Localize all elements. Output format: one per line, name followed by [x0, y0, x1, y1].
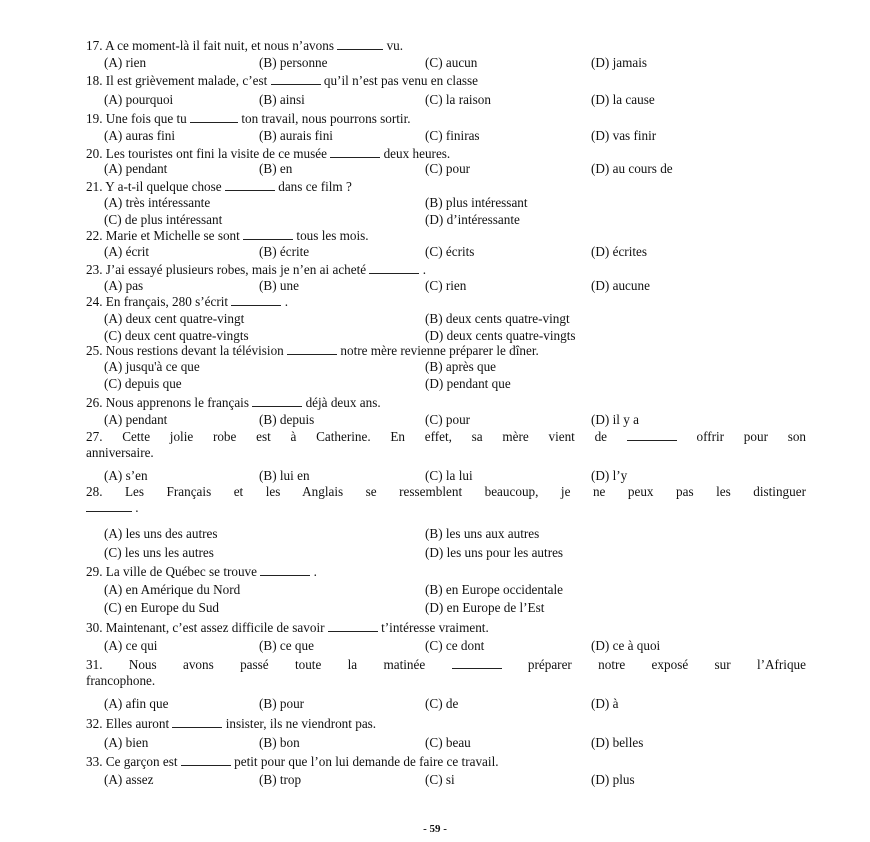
- stem-text: préparer notre exposé sur l’Afrique: [527, 657, 807, 672]
- options-row: [104, 638, 804, 654]
- answer-option[interactable]: (B) après que: [425, 359, 497, 374]
- answer-option[interactable]: (B) trop: [259, 772, 302, 787]
- question-stem: [86, 484, 806, 516]
- question-stem: [86, 395, 806, 411]
- answer-option[interactable]: (D) la cause: [591, 92, 655, 107]
- answer-option[interactable]: (D) plus: [591, 772, 635, 787]
- options-row: [104, 468, 804, 484]
- options-row: [104, 128, 804, 144]
- answer-option[interactable]: (C) de: [425, 696, 459, 711]
- stem-text: Y a-t-il quelque chose: [105, 179, 225, 194]
- stem-text: dans ce film ?: [278, 179, 352, 194]
- options-row: [104, 376, 804, 392]
- stem-text: ton travail, nous pourrons sortir.: [241, 111, 411, 126]
- stem-continuation: anniversaire.: [86, 445, 154, 460]
- answer-option[interactable]: (C) la raison: [425, 92, 491, 107]
- options-row: [104, 244, 804, 260]
- question-stem: [86, 754, 806, 770]
- options-row: [104, 92, 804, 108]
- answer-option[interactable]: (A) en Amérique du Nord: [104, 582, 241, 597]
- answer-option[interactable]: (A) pourquoi: [104, 92, 174, 107]
- question-stem: [86, 111, 806, 127]
- stem-text: En français, 280 s’écrit: [105, 294, 232, 309]
- answer-blank: [627, 429, 677, 441]
- question-stem: [86, 657, 806, 689]
- options-row: [104, 735, 804, 751]
- answer-option[interactable]: (B) depuis: [259, 412, 315, 427]
- answer-blank: [231, 294, 281, 306]
- answer-blank: [172, 716, 222, 728]
- answer-option[interactable]: (A) pendant: [104, 161, 168, 176]
- stem-text: Cette jolie robe est à Catherine. En effet, sa mère vient de: [122, 429, 627, 444]
- answer-blank: [330, 146, 380, 158]
- stem-text: Une fois que tu: [105, 111, 191, 126]
- answer-option[interactable]: (D) en Europe de l’Est: [425, 600, 545, 615]
- answer-option[interactable]: (A) écrit: [104, 244, 150, 259]
- question-number: 32.: [86, 716, 106, 731]
- options-row: [104, 526, 804, 542]
- options-row: [104, 696, 804, 712]
- stem-text: tous les mois.: [296, 228, 369, 243]
- answer-option[interactable]: (D) les uns pour les autres: [425, 545, 564, 560]
- answer-option[interactable]: (B) lui en: [259, 468, 310, 483]
- answer-option[interactable]: (C) si: [425, 772, 455, 787]
- answer-option[interactable]: (A) assez: [104, 772, 154, 787]
- answer-blank: [225, 179, 275, 191]
- stem-text: notre mère revienne préparer le dîner.: [340, 343, 539, 358]
- question-number: 22.: [86, 228, 106, 243]
- answer-blank: [190, 111, 238, 123]
- answer-option[interactable]: (A) deux cent quatre-vingt: [104, 311, 245, 326]
- options-row: [104, 311, 804, 327]
- answer-option[interactable]: (D) belles: [591, 735, 644, 750]
- options-row: [104, 278, 804, 294]
- stem-text: .: [313, 564, 317, 579]
- answer-option[interactable]: (B) en: [259, 161, 293, 176]
- question-stem: [86, 262, 806, 278]
- question-number: 20.: [86, 146, 106, 161]
- options-row: [104, 359, 804, 375]
- options-row: [104, 772, 804, 788]
- answer-blank: [337, 38, 383, 50]
- answer-blank: [252, 395, 302, 407]
- answer-option[interactable]: (C) rien: [425, 278, 467, 293]
- answer-option[interactable]: (D) à: [591, 696, 619, 711]
- question-number: 24.: [86, 294, 106, 309]
- stem-text: déjà deux ans.: [305, 395, 381, 410]
- answer-option[interactable]: (D) pendant que: [425, 376, 511, 391]
- answer-option[interactable]: (A) très intéressante: [104, 195, 211, 210]
- question-number: 25.: [86, 343, 106, 358]
- answer-option[interactable]: (A) auras fini: [104, 128, 176, 143]
- answer-option[interactable]: (B) personne: [259, 55, 328, 70]
- answer-option[interactable]: (C) beau: [425, 735, 471, 750]
- stem-text: J’ai essayé plusieurs robes, mais je n’en ai acheté: [105, 262, 370, 277]
- options-row: [104, 545, 804, 561]
- stem-text: Maintenant, c’est assez difficile de savoir: [105, 620, 328, 635]
- question-stem: [86, 146, 806, 162]
- answer-option[interactable]: (A) pendant: [104, 412, 168, 427]
- answer-blank: [271, 73, 321, 85]
- answer-option[interactable]: (C) pour: [425, 412, 471, 427]
- answer-option[interactable]: (B) pour: [259, 696, 305, 711]
- stem-text: A ce moment-là il fait nuit, et nous n’avons: [105, 38, 338, 53]
- stem-text: Les touristes ont fini la visite de ce musée: [105, 146, 331, 161]
- answer-option[interactable]: (C) deux cent quatre-vingts: [104, 328, 249, 343]
- options-row: [104, 212, 804, 228]
- stem-text: insister, ils ne viendront pas.: [225, 716, 377, 731]
- stem-text: deux heures.: [383, 146, 451, 161]
- question-stem: [86, 294, 806, 310]
- answer-blank: [369, 262, 419, 274]
- answer-blank: [452, 657, 502, 669]
- stem-text: Nous restions devant la télévision: [105, 343, 288, 358]
- stem-text: Ce garçon est: [105, 754, 181, 769]
- answer-blank: [287, 343, 337, 355]
- answer-option[interactable]: (D) il y a: [591, 412, 639, 427]
- question-stem: [86, 343, 806, 359]
- answer-option[interactable]: (B) les uns aux autres: [425, 526, 540, 541]
- answer-option[interactable]: (C) de plus intéressant: [104, 212, 223, 227]
- answer-option[interactable]: (A) s’en: [104, 468, 148, 483]
- answer-blank: [328, 620, 378, 632]
- answer-option[interactable]: (B) une: [259, 278, 299, 293]
- answer-option[interactable]: (C) les uns les autres: [104, 545, 214, 560]
- question-stem: [86, 716, 806, 732]
- answer-option[interactable]: (D) d’intéressante: [425, 212, 520, 227]
- stem-text: .: [132, 500, 139, 515]
- answer-option[interactable]: (D) l’y: [591, 468, 628, 483]
- stem-text: Marie et Michelle se sont: [105, 228, 244, 243]
- answer-option[interactable]: (A) rien: [104, 55, 147, 70]
- options-row: [104, 195, 804, 211]
- stem-text: Les Français et les Anglais se ressemblent beaucoup, je ne peux pas les distinguer: [124, 484, 806, 499]
- answer-option[interactable]: (C) ce dont: [425, 638, 485, 653]
- answer-option[interactable]: (B) ainsi: [259, 92, 305, 107]
- stem-text: qu’il n’est pas venu en classe: [323, 73, 479, 88]
- answer-option[interactable]: (B) en Europe occidentale: [425, 582, 564, 597]
- options-row: [104, 600, 804, 616]
- answer-option[interactable]: (A) bien: [104, 735, 149, 750]
- stem-text: petit pour que l’on lui demande de faire ce travail.: [234, 754, 499, 769]
- stem-continuation: [86, 500, 806, 516]
- answer-blank: [260, 564, 310, 576]
- answer-option[interactable]: (D) jamais: [591, 55, 648, 70]
- answer-option[interactable]: (A) les uns des autres: [104, 526, 218, 541]
- question-number: 17.: [86, 38, 106, 53]
- answer-option[interactable]: (D) ce à quoi: [591, 638, 661, 653]
- options-row: [104, 161, 804, 177]
- question-number: 31.: [86, 657, 129, 672]
- answer-option[interactable]: (C) aucun: [425, 55, 478, 70]
- stem-continuation: francophone.: [86, 673, 156, 688]
- stem-text: vu.: [386, 38, 404, 53]
- answer-option[interactable]: (B) écrite: [259, 244, 310, 259]
- options-row: [104, 412, 804, 428]
- answer-option[interactable]: (D) au cours de: [591, 161, 673, 176]
- question-number: 28.: [86, 484, 125, 499]
- stem-text: Nous avons passé toute la matinée: [128, 657, 452, 672]
- question-number: 27.: [86, 429, 123, 444]
- answer-blank: [243, 228, 293, 240]
- answer-option[interactable]: (A) jusqu'à ce que: [104, 359, 200, 374]
- options-row: [104, 582, 804, 598]
- answer-option[interactable]: (D) écrites: [591, 244, 648, 259]
- stem-text: Il est grièvement malade, c’est: [105, 73, 271, 88]
- question-stem: [86, 38, 806, 54]
- question-number: 30.: [86, 620, 106, 635]
- question-number: 21.: [86, 179, 106, 194]
- answer-option[interactable]: (B) bon: [259, 735, 300, 750]
- options-row: [104, 55, 804, 71]
- options-row: [104, 328, 804, 344]
- question-stem: [86, 429, 806, 461]
- answer-option[interactable]: (A) ce qui: [104, 638, 158, 653]
- stem-text: offrir pour son: [696, 429, 807, 444]
- answer-option[interactable]: (C) la lui: [425, 468, 473, 483]
- answer-option[interactable]: (D) deux cents quatre-vingts: [425, 328, 576, 343]
- question-number: 18.: [86, 73, 106, 88]
- answer-blank: [181, 754, 231, 766]
- answer-option[interactable]: (C) finiras: [425, 128, 480, 143]
- page-number: - 59 -: [423, 823, 447, 835]
- stem-text: t’intéresse vraiment.: [381, 620, 489, 635]
- answer-option[interactable]: (A) afin que: [104, 696, 169, 711]
- answer-option[interactable]: (C) écrits: [425, 244, 475, 259]
- stem-text: La ville de Québec se trouve: [105, 564, 261, 579]
- stem-text: .: [284, 294, 288, 309]
- question-stem: [86, 179, 806, 195]
- question-number: 26.: [86, 395, 106, 410]
- stem-text: .: [422, 262, 427, 277]
- question-number: 33.: [86, 754, 106, 769]
- answer-option[interactable]: (A) pas: [104, 278, 144, 293]
- question-stem: [86, 620, 806, 636]
- question-stem: [86, 73, 806, 89]
- question-stem: [86, 228, 806, 244]
- answer-option[interactable]: (B) ce que: [259, 638, 314, 653]
- answer-option[interactable]: (D) vas finir: [591, 128, 657, 143]
- stem-text: Nous apprenons le français: [105, 395, 253, 410]
- answer-option[interactable]: (C) en Europe du Sud: [104, 600, 220, 615]
- answer-option[interactable]: (C) pour: [425, 161, 471, 176]
- question-number: 23.: [86, 262, 106, 277]
- answer-option[interactable]: (B) aurais fini: [259, 128, 333, 143]
- answer-option[interactable]: (D) aucune: [591, 278, 650, 293]
- answer-blank: [86, 500, 132, 512]
- question-number: 19.: [86, 111, 106, 126]
- answer-option[interactable]: (C) depuis que: [104, 376, 182, 391]
- question-number: 29.: [86, 564, 106, 579]
- answer-option[interactable]: (B) plus intéressant: [425, 195, 528, 210]
- stem-text: Elles auront: [105, 716, 173, 731]
- answer-option[interactable]: (B) deux cents quatre-vingt: [425, 311, 570, 326]
- question-stem: [86, 564, 806, 580]
